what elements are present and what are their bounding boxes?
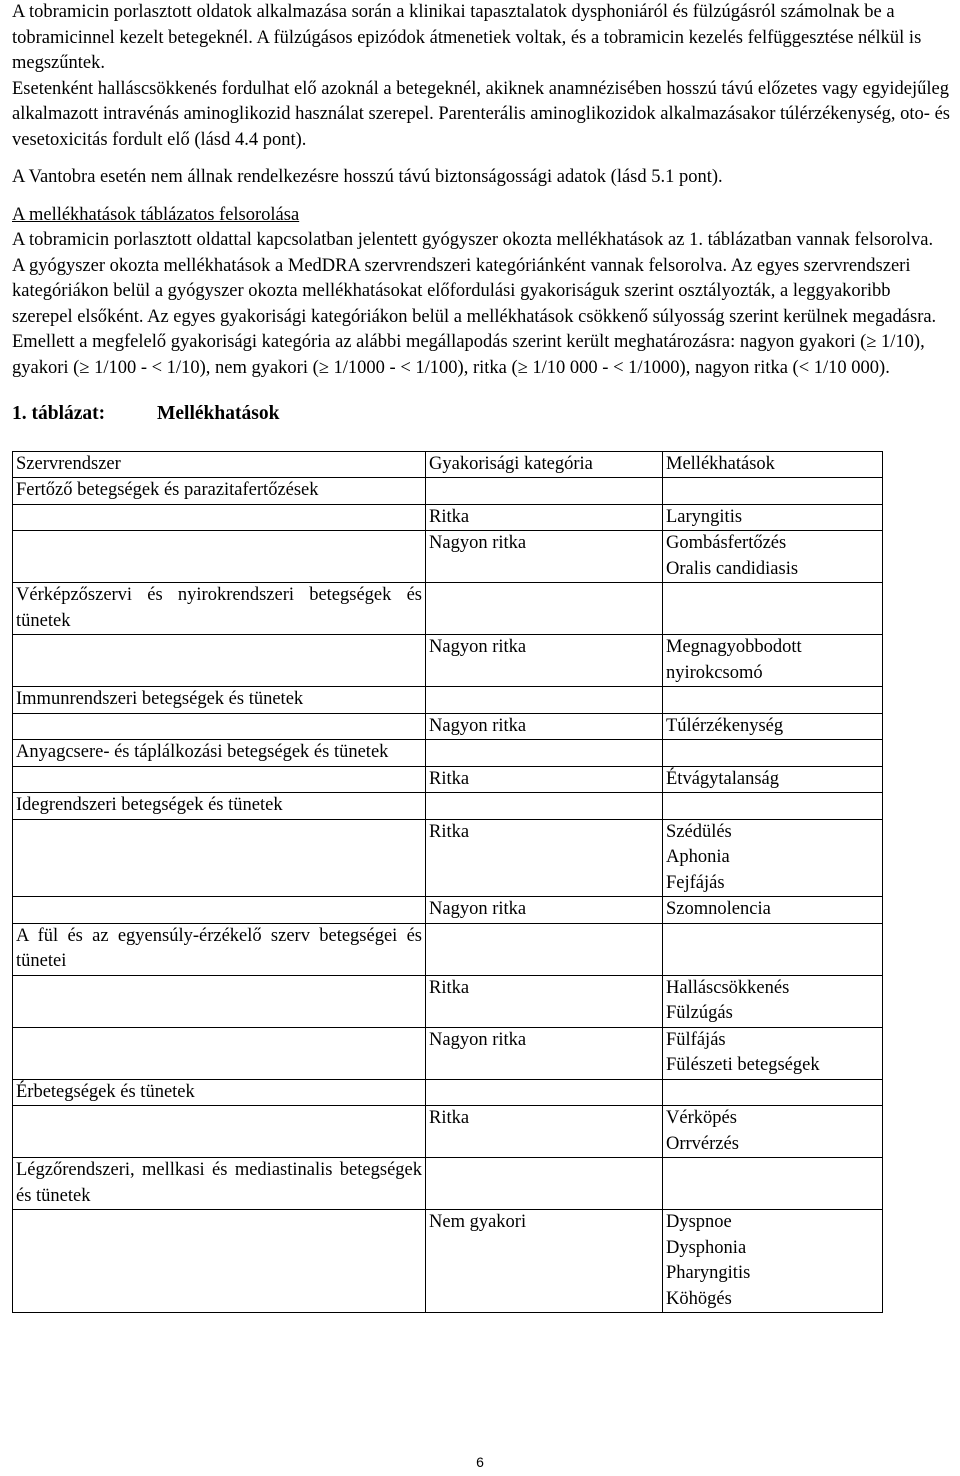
system-organ-class-cell: Anyagcsere- és táplálkozási betegségek és tünetek xyxy=(13,740,426,767)
frequency-cell xyxy=(426,793,663,820)
system-organ-class-cell: Fertőző betegségek és parazitafertőzések xyxy=(13,478,426,505)
adverse-effect: Túlérzékenység xyxy=(666,715,784,736)
effects-cell xyxy=(663,766,883,793)
frequency-cell xyxy=(426,1079,663,1106)
effects-cell xyxy=(663,923,883,975)
frequency-cell: Nagyon ritka xyxy=(426,635,663,687)
frequency-cell: Nem gyakori xyxy=(426,1210,663,1313)
effects-cell xyxy=(663,687,883,714)
effects-cell xyxy=(663,1027,883,1079)
table-row xyxy=(13,687,883,714)
system-organ-class-cell xyxy=(13,531,426,583)
frequency-cell: Ritka xyxy=(426,504,663,531)
table-header-row xyxy=(13,451,883,478)
section-paragraph-1: A tobramicin porlasztott oldattal kapcsolatban jelentett gyógyszer okozta mellékhatások az 1. táblázatban vannak felsorolva. xyxy=(12,230,934,250)
effects-cell xyxy=(663,635,883,687)
system-organ-class-cell xyxy=(13,1027,426,1079)
frequency-cell xyxy=(426,687,663,714)
effects-cell xyxy=(663,531,883,583)
system-organ-class-cell xyxy=(13,975,426,1027)
table-row xyxy=(13,819,883,897)
frequency-cell: Nagyon ritka xyxy=(426,531,663,583)
table-row xyxy=(13,1158,883,1210)
adverse-effect: nyirokcsomó xyxy=(666,662,763,683)
frequency-cell: Ritka xyxy=(426,1106,663,1158)
adverse-effect: Gombásfertőzés xyxy=(666,533,787,553)
frequency-cell: Nagyon ritka xyxy=(426,713,663,740)
adverse-effects-table xyxy=(12,451,883,1314)
vantobra-paragraph: A Vantobra esetén nem állnak rendelkezésre hosszú távú biztonságossági adatok (lásd 5.1 pont). xyxy=(12,167,723,187)
system-organ-class-cell xyxy=(13,713,426,740)
adverse-effect: Köhögés xyxy=(666,1288,732,1309)
adverse-effect: Fülfájás xyxy=(666,1029,726,1050)
system-organ-class-cell xyxy=(13,897,426,924)
intro-paragraph-1: A tobramicin porlasztott oldatok alkalmazása során a klinikai tapasztalatok dysphoniáról és fülzúgásról számolnak be a tobramicinnel kezelt betegeknél. A fülzúgásos epizódok átmenetiek voltak, és a tobramicin kezelés felfüggesztése nélkül is megszűntek. xyxy=(12,2,922,73)
table-row xyxy=(13,1079,883,1106)
frequency-cell xyxy=(426,583,663,635)
header-frequency: Gyakorisági kategória xyxy=(426,451,663,478)
system-organ-class-cell: A fül és az egyensúly-érzékelő szerv betegségei és tünetei xyxy=(13,923,426,975)
header-system: Szervrendszer xyxy=(13,451,426,478)
system-organ-class-cell xyxy=(13,766,426,793)
adverse-effect: Orrvérzés xyxy=(666,1133,739,1154)
system-organ-class-cell xyxy=(13,504,426,531)
adverse-effect: Laryngitis xyxy=(666,506,743,527)
table-number: 1. táblázat: xyxy=(12,403,106,424)
table-row xyxy=(13,897,883,924)
table-row xyxy=(13,740,883,767)
adverse-effect: Vérköpés xyxy=(666,1108,737,1128)
system-organ-class-cell: Immunrendszeri betegségek és tünetek xyxy=(13,687,426,714)
effects-cell xyxy=(663,793,883,820)
frequency-cell: Ritka xyxy=(426,975,663,1027)
adverse-effect: Szédülés xyxy=(666,821,732,842)
adverse-effect: Dyspnoe xyxy=(666,1212,732,1232)
effects-cell xyxy=(663,583,883,635)
effects-cell xyxy=(663,504,883,531)
effects-cell xyxy=(663,1079,883,1106)
table-row xyxy=(13,766,883,793)
table-row xyxy=(13,923,883,975)
table-row xyxy=(13,504,883,531)
frequency-cell xyxy=(426,923,663,975)
table-row xyxy=(13,635,883,687)
table-row xyxy=(13,531,883,583)
system-organ-class-cell xyxy=(13,819,426,897)
table-row xyxy=(13,713,883,740)
frequency-cell: Ritka xyxy=(426,766,663,793)
adverse-effect: Oralis candidiasis xyxy=(666,558,799,579)
system-organ-class-cell xyxy=(13,635,426,687)
effects-cell xyxy=(663,478,883,505)
effects-cell xyxy=(663,713,883,740)
table-row xyxy=(13,1106,883,1158)
system-organ-class-cell: Érbetegségek és tünetek xyxy=(13,1079,426,1106)
section-paragraph-2: A gyógyszer okozta mellékhatások a MedDRA szervrendszeri kategóriánként vannak felsorolva. Az egyes szervrendszeri kategóriákon belül a gyógyszer okozta mellékhatásokat előfordulási gyakoriságuk szerint osztályozták, a leggyakoribb szerepel elsőként. Az egyes gyakorisági kategóriákon belül a mellékhatások csökkenő súlyosság szerint kerülnek megadásra. Emellett a megfelelő gyakorisági kategória az alábbi megállapodás szerint került meghatározásra: nagyon gyakori (≥ 1/10), gyakori (≥ 1/100 - < 1/10), nem gyakori (≥ 1/1000 - < 1/100), ritka (≥ 1/10 000 - < 1/1000), nagyon ritka (< 1/10 000). xyxy=(12,255,937,378)
adverse-effect: Aphonia xyxy=(666,847,730,867)
frequency-cell: Nagyon ritka xyxy=(426,1027,663,1079)
effects-cell xyxy=(663,1158,883,1210)
header-effects: Mellékhatások xyxy=(663,451,883,478)
adverse-effect: Megnagyobbodott xyxy=(666,637,802,657)
adverse-effect: Dysphonia xyxy=(666,1237,747,1258)
system-organ-class-cell: Vérképzőszervi és nyirokrendszeri betegségek és tünetek xyxy=(13,583,426,635)
frequency-cell xyxy=(426,1158,663,1210)
effects-cell xyxy=(663,740,883,767)
adverse-effect: Étvágytalanság xyxy=(666,768,780,789)
system-organ-class-cell: Idegrendszeri betegségek és tünetek xyxy=(13,793,426,820)
table-row xyxy=(13,583,883,635)
table-row xyxy=(13,1027,883,1079)
effects-cell xyxy=(663,1210,883,1313)
document-page xyxy=(12,0,952,1313)
effects-cell xyxy=(663,897,883,924)
adverse-effect: Szomnolencia xyxy=(666,899,771,919)
table-row xyxy=(13,478,883,505)
frequency-cell: Nagyon ritka xyxy=(426,897,663,924)
adverse-effect: Fejfájás xyxy=(666,872,725,893)
effects-cell xyxy=(663,1106,883,1158)
table-row xyxy=(13,1210,883,1313)
adverse-effect: Fülzúgás xyxy=(666,1003,733,1023)
adverse-effect: Halláscsökkenés xyxy=(666,977,790,998)
table-row xyxy=(13,793,883,820)
adverse-effect: Pharyngitis xyxy=(666,1263,751,1283)
system-organ-class-cell xyxy=(13,1210,426,1313)
adverse-effect: Fülészeti betegségek xyxy=(666,1055,820,1075)
system-organ-class-cell: Légzőrendszeri, mellkasi és mediastinalis betegségek és tünetek xyxy=(13,1158,426,1210)
table-row xyxy=(13,975,883,1027)
frequency-cell xyxy=(426,740,663,767)
table-title xyxy=(12,401,952,427)
intro-paragraph-2: Esetenként halláscsökkenés fordulhat elő azoknál a betegeknél, akiknek anamnézisében hosszú távú előzetes vagy egyidejűleg alkalmazott intravénás aminoglikozid használat szerepel. Parenterális aminoglikozidok alkalmazásakor túlérzékenység, oto- és vesetoxicitás fordult elő (lásd 4.4 pont). xyxy=(12,78,951,150)
section-heading: A mellékhatások táblázatos felsorolása xyxy=(12,204,300,225)
effects-cell xyxy=(663,819,883,897)
frequency-cell: Ritka xyxy=(426,819,663,897)
effects-cell xyxy=(663,975,883,1027)
table-name: Mellékhatások xyxy=(157,403,280,424)
system-organ-class-cell xyxy=(13,1106,426,1158)
frequency-cell xyxy=(426,478,663,505)
page-number: 6 xyxy=(476,1454,484,1470)
